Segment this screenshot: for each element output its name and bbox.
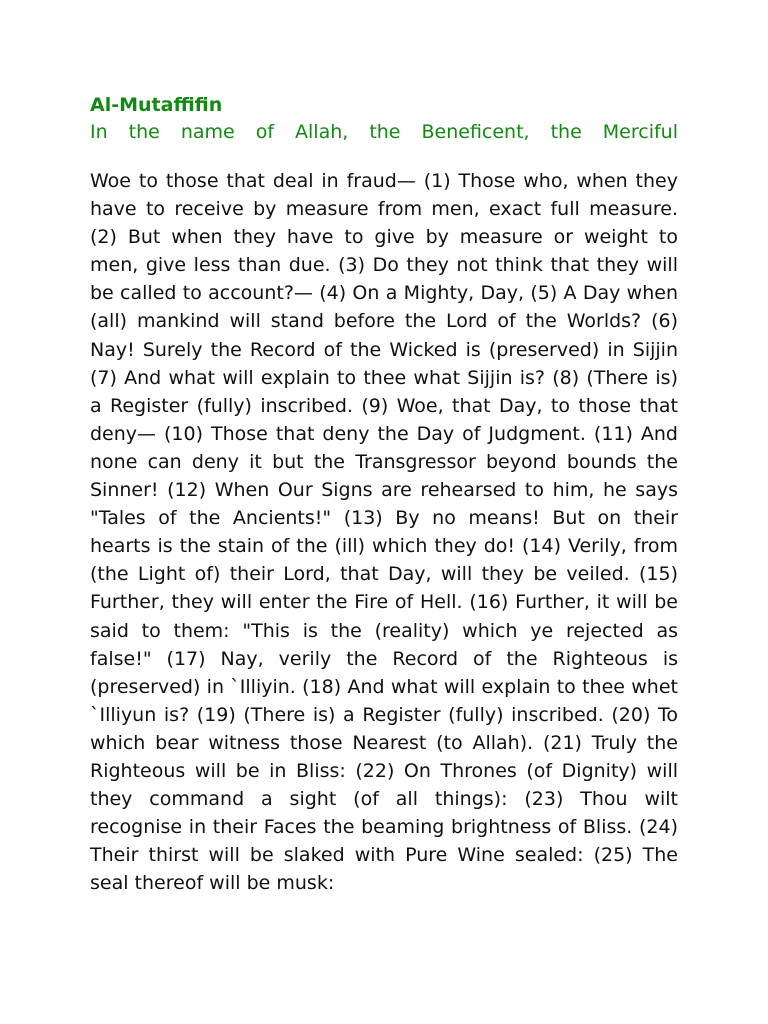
surah-title: Al-Mutaffifin bbox=[90, 94, 223, 116]
invocation-subtitle: In the name of Allah, the Beneficent, the Merciful bbox=[90, 121, 678, 143]
document-page bbox=[90, 92, 678, 897]
body-paragraph: Woe to those that deal in fraud— (1) Those who, when they have to receive by measure from men, exact full measure. (2) But when they have to give by measure or weight to men, give less than due. (3) Do they not think that they will be called to account?— (4) On a Mighty, Day, (5) A Day when (all) mankind will stand before the Lord of the Worlds? (6) Nay! Surely the Record of the Wicked is (preserved) in Sijjin (7) And what will explain to thee what Sijjin is? (8) (There is) a Register (fully) inscribed. (9) Woe, that Day, to those that deny— (10) Those that deny the Day of Judgment. (11) And none can deny it but the Transgressor beyond bounds the Sinner! (12) When Our Signs are rehearsed to him, he says "Tales of the Ancients!" (13) By no means! But on their hearts is the stain of the (ill) which they do! (14) Verily, from (the Light of) their Lord, that Day, will they be veiled. (15) Further, they will enter the Fire of Hell. (16) Further, it will be said to them: "This is the (reality) which ye rejected as false!" (17) Nay, verily the Record of the Righteous is (preserved) in `Illiyin. (18) And what will explain to thee whet `Illiyun is? (19) (There is) a Register (fully) inscribed. (20) To which bear witness those Nearest (to Allah). (21) Truly the Righteous will be in Bliss: (22) On Thrones (of Dignity) will they command a sight (of all things): (23) Thou wilt recognise in their Faces the beaming brightness of Bliss. (24) Their thirst will be slaked with Pure Wine sealed: (25) The seal thereof will be musk: bbox=[90, 170, 678, 895]
